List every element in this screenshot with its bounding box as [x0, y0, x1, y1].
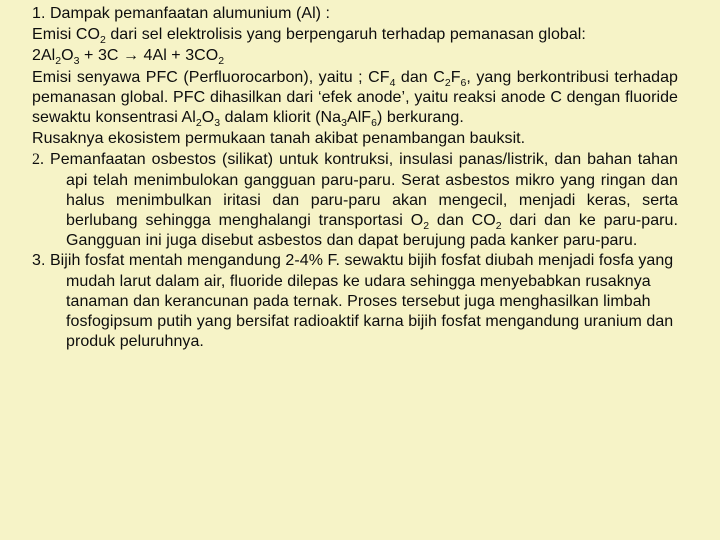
item1-title: 1. Dampak pemanfaatan alumunium (Al) :	[32, 5, 331, 22]
reaction-equation: $2Al_2O_3 + 3C \to 4Al + 3CO_2$	[32, 47, 225, 68]
item2-paragraph: 2. Pemanfaatan osbestos (silikat) untuk kontruksi, insulasi panas/listrik, dan bahan tahan api telah menimbulokan gangguan paru-paru. Serat asbestos mikro yang ringan dan halus menimbulkan iritasi dan paru-paru akan mengecil, menjadi keras, serta berlubang sehingga menghalangi transportasi $O_2$ dan $CO_2$ dari dan ke paru-paru. Gangguan ini juga disebut asbestos dan dapat berujung pada kanker paru-paru.	[32, 151, 678, 250]
ekosistem-paragraph: Rusaknya ekosistem permukaan tanah akibat penambangan bauksit.	[32, 130, 526, 148]
emisi-co2-paragraph: Emisi $CO_2$ dari sel elektrolisis yang berpengaruh terhadap pemanasan global:	[32, 26, 586, 47]
slide-content	[32, 4, 678, 352]
item3-paragraph: 3. Bijih fosfat mentah mengandung 2-4% F. sewaktu bijih fosfat diubah menjadi fosfa yang mudah larut dalam air, fluoride dilepas ke udara sehingga menyebabkan rusaknya tanaman dan kerancunan pada ternak. Proses tersebut juga menghasilkan limbah fosfogipsum putih yang bersifat radioaktif karna bijih fosfat mengandung uranium dan produk peluruhnya.	[32, 252, 674, 351]
pfc-paragraph: Emisi senyawa PFC (Perfluorocarbon), yaitu ; $CF_4$ dan $C_2F_6$, yang berkontribusi terhadap pemanasan global. PFC dihasilkan dari ‘efek anode’, yaitu reaksi anode C dengan fluoride sewaktu konsentrasi $Al_2O_3$ dalam kliorit $(Na_3AlF_6)$ berkurang.	[32, 68, 678, 130]
